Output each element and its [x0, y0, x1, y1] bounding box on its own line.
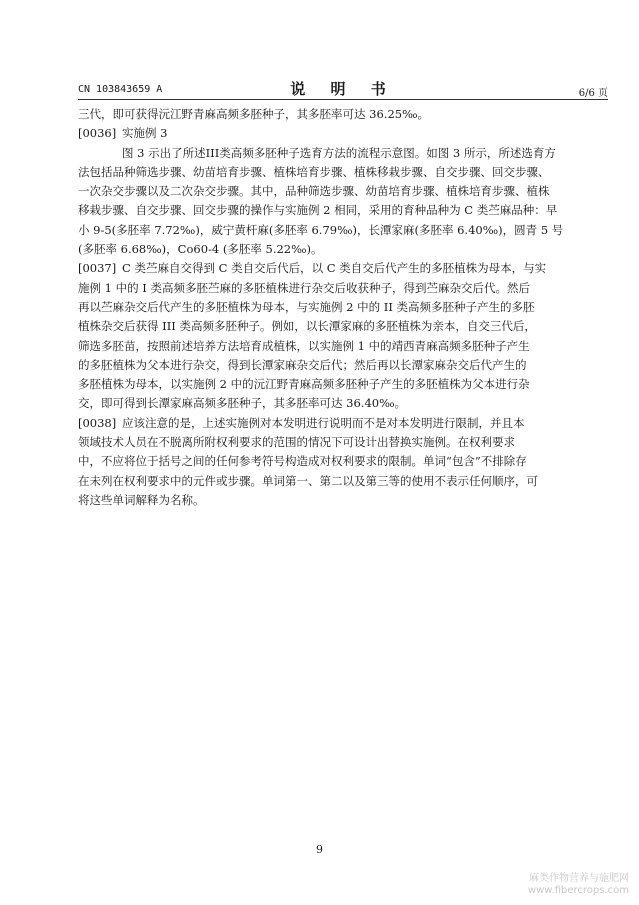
text-line: 在未列在权利要求中的元件或步骤。单词第一、第二以及第三等的使用不表示任何顺序，可 [78, 473, 538, 488]
header-rule [78, 99, 608, 100]
text-line: 中，不应将位于括号之间的任何参考符号构造成对权利要求的限制。单词“包含”不排除存 [78, 454, 527, 469]
text-line: C 类苎麻自交得到 C 类自交后代后，以 C 类自交后代产生的多胚植株为母本，与实 [122, 261, 547, 276]
paragraph-0036 [78, 124, 608, 259]
text-line: 植株杂交后获得 III 类高频多胚种子。例如，以长潭家麻的多胚植株为亲本，自交三代后， [78, 319, 536, 334]
text-line: 施例 1 中的 I 类高频多胚苎麻的多胚植株进行杂交后收获种子，得到苎麻杂交后代。然后 [78, 280, 530, 295]
paragraph-0037 [78, 259, 608, 413]
document-body [78, 105, 608, 510]
watermark [528, 873, 629, 897]
continuation-line: 三代，即可获得沅江野青麻高频多胚种子，其多胚率可达 36.25‰。 [78, 107, 430, 121]
text-line: 再以苎麻杂交后代产生的多胚植株为母本，与实施例 2 中的 II 类高频多胚种子产生的多胚 [78, 299, 535, 314]
page-indicator: 6/6 页 [578, 88, 608, 99]
paragraph-tag: [0037] [78, 261, 117, 276]
patent-number: CN 103843659 A [78, 84, 163, 95]
text-line: 的多胚植株为父本进行杂交，得到长潭家麻杂交后代；然后再以长潭家麻杂交后代产生的 [78, 357, 527, 372]
page-number: 9 [316, 843, 323, 856]
text-line: 领域技术人员在不脱离所附权利要求的范围的情况下可设计出替换实施例。在权利要求 [78, 435, 515, 450]
text-line: 图 3 示出了所述III类高频多胚种子选育方法的流程示意图。如图 3 所示，所述选育方 [122, 145, 556, 160]
paragraph-0038 [78, 414, 608, 510]
paragraph-tag: [0036] [78, 126, 117, 141]
section-heading: 实施例 3 [122, 126, 168, 141]
text-line: 将这些单词解释为名称。 [78, 492, 205, 507]
text-line: 多胚植株为母本，以实施例 2 中的沅江野青麻高频多胚种子产生的多胚植株为父本进行杂 [78, 377, 530, 392]
watermark-title: 麻类作物营养与施肥网 [529, 873, 629, 884]
watermark-url: www.fibercrops.com [527, 885, 629, 896]
text-line: 交，即可得到长潭家麻高频多胚种子，其多胚率可达 36.40‰。 [78, 396, 407, 411]
document-header [78, 78, 608, 100]
text-line: 应该注意的是，上述实施例对本发明进行说明而不是对本发明进行限制，并且本 [122, 415, 525, 430]
document-title: 说 明 书 [290, 80, 396, 98]
text-line: 移栽步骤、自交步骤、回交步骤的操作与实施例 2 相同，采用的育种品种为 C 类苎麻品种：早 [78, 203, 558, 218]
paragraph-tag: [0038] [78, 415, 117, 430]
text-line: 小 9-5(多胚率 7.72‰)，威宁黄杆麻(多胚率 6.79‰)，长潭家麻(多胚率 6.40‰)，圆青 5 号 [78, 222, 564, 237]
text-line: (多胚率 6.68‰)，Co60-4 (多胚率 5.22‰)。 [78, 242, 323, 257]
text-line: 筛选多胚苗，按照前述培养方法培育成植株，以实施例 1 中的靖西青麻高频多胚种子产生 [78, 338, 530, 353]
text-line: 一次杂交步骤以及二次杂交步骤。其中，品种筛选步骤、幼苗培育步骤、植株培育步骤、植株 [78, 184, 550, 199]
text-line: 法包括品种筛选步骤、幼苗培育步骤、植株培育步骤、植株移栽步骤、自交步骤、回交步骤、 [78, 164, 550, 179]
